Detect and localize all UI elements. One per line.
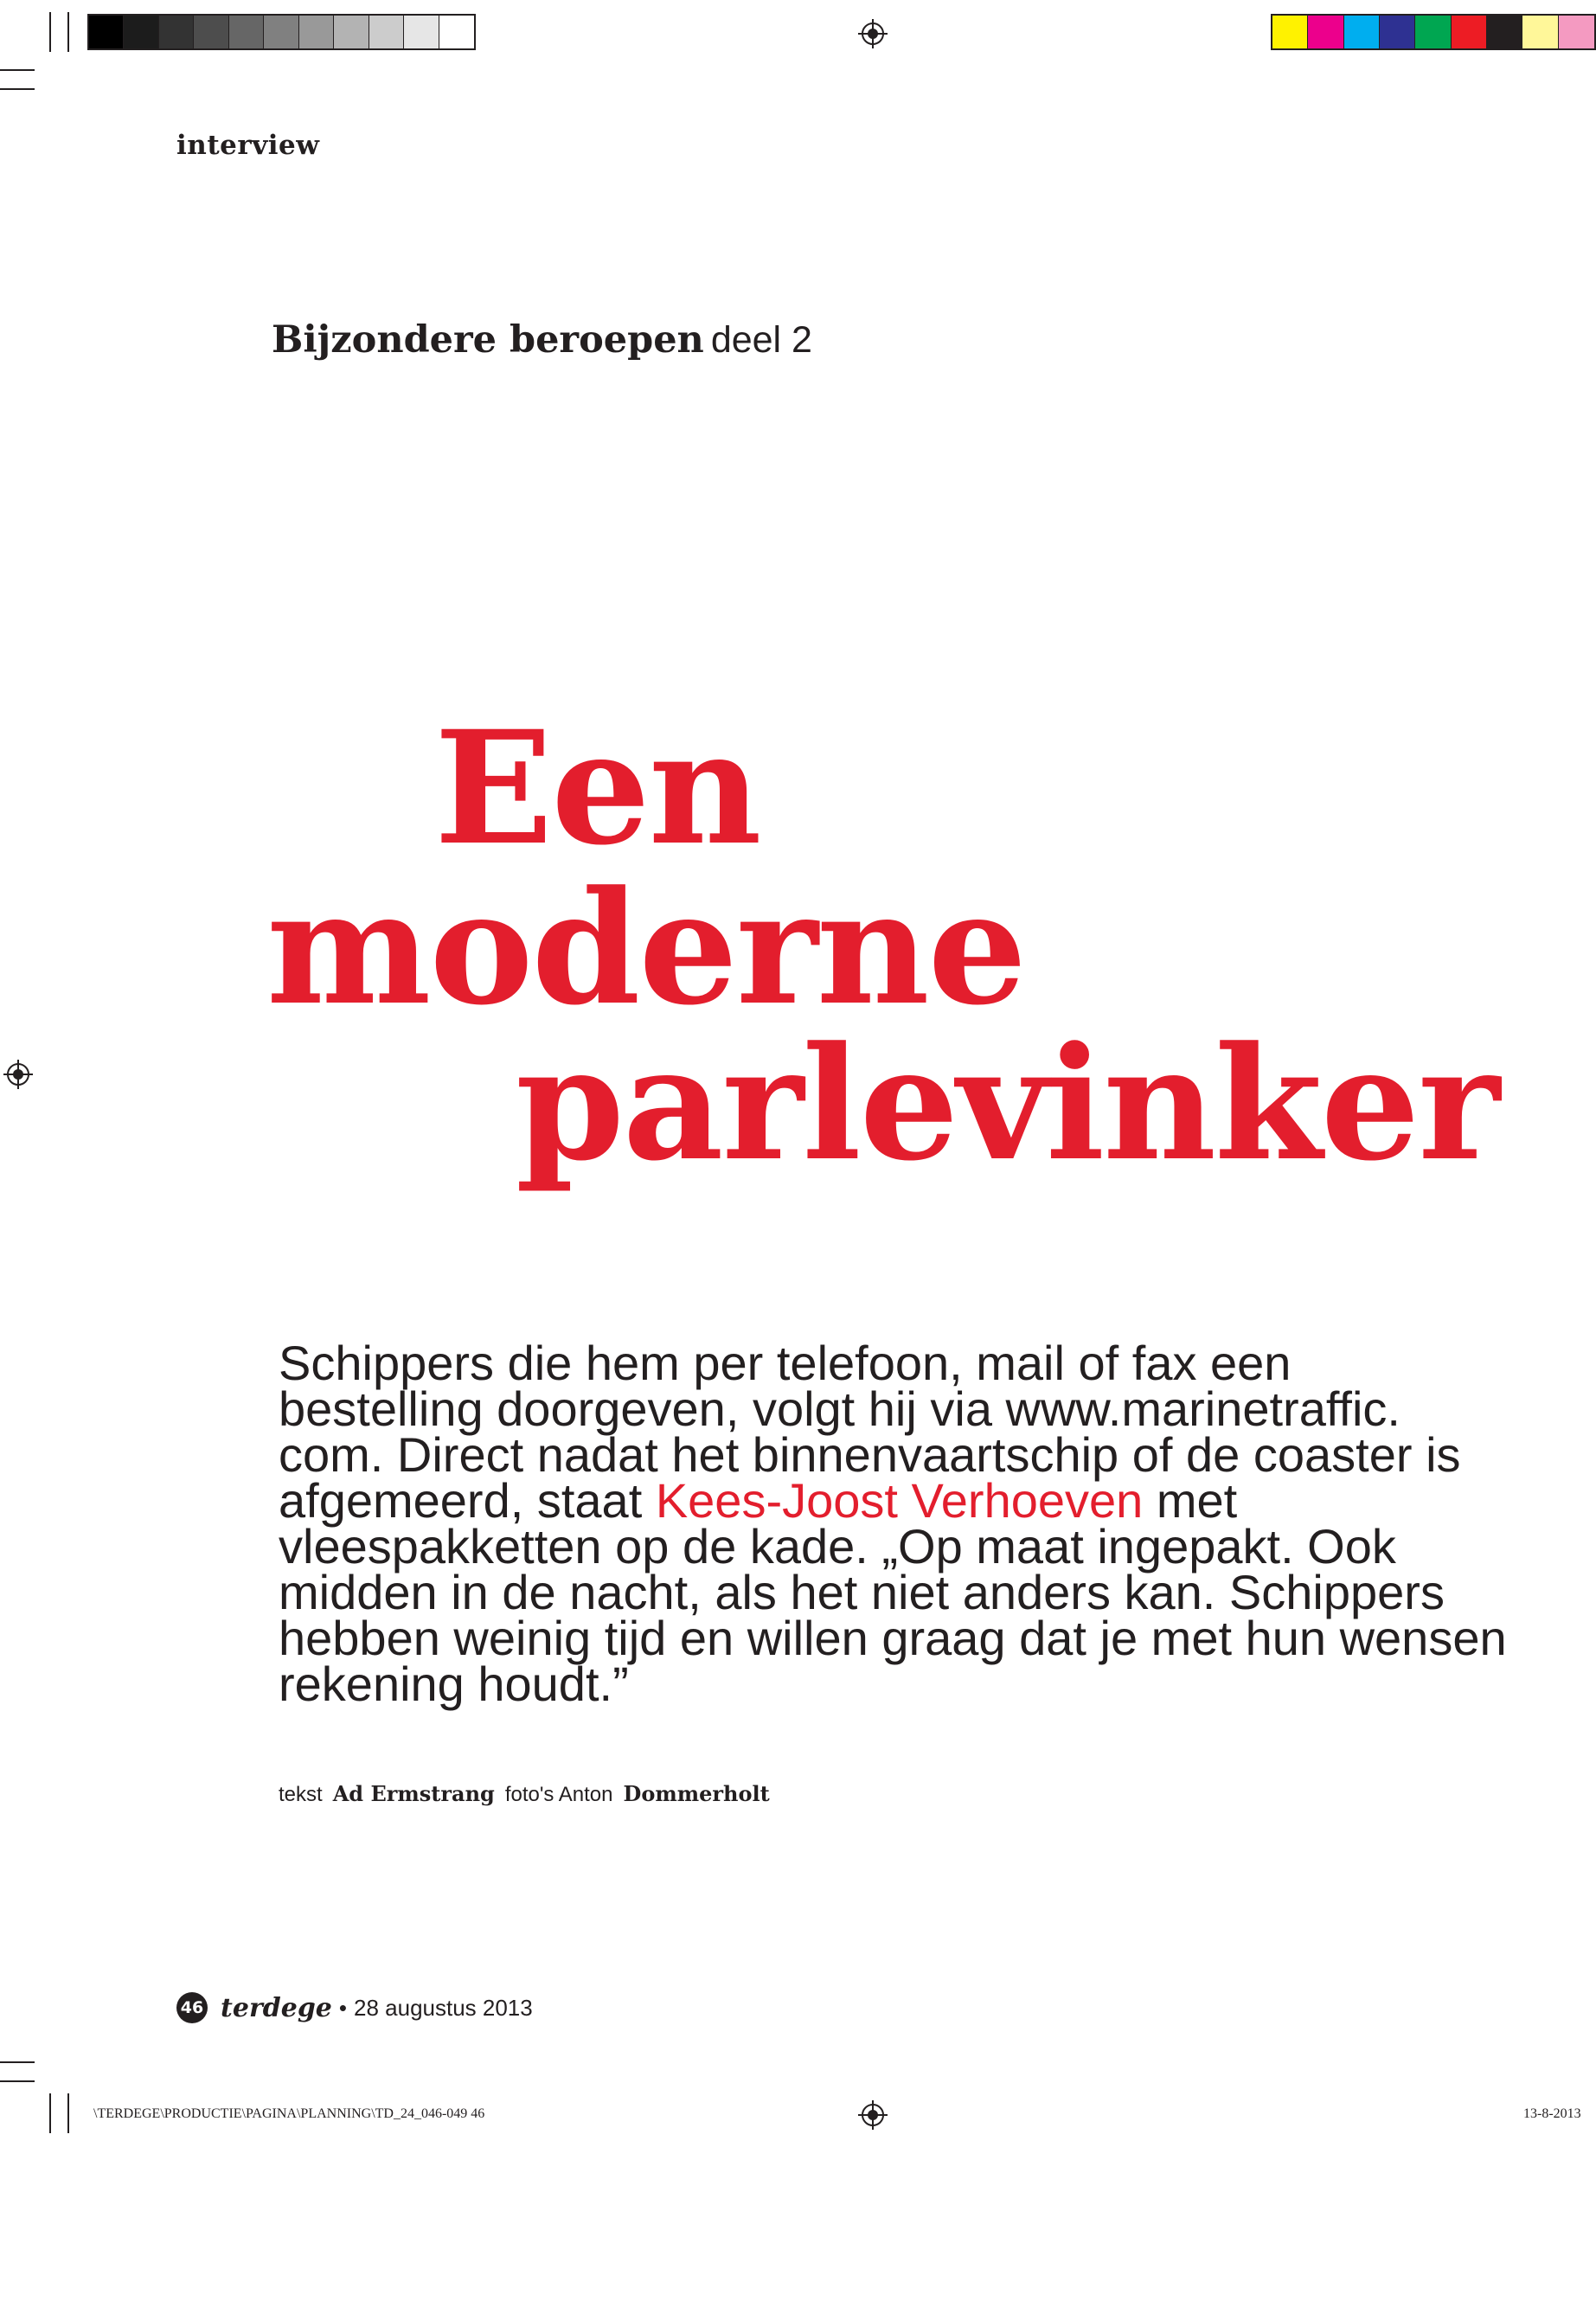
series-title xyxy=(272,318,812,362)
registration-mark-icon xyxy=(858,19,888,48)
crop-mark xyxy=(67,2093,69,2133)
intro-text-start: Schippers die hem per telefoon, mail of fax een bestelling doorgeven, volgt hij via www.marinetraffic. com. Direct nadat het binnenvaartschip of de coaster is afgemeerd, staat xyxy=(279,1336,1461,1528)
color-swatch xyxy=(1344,16,1380,48)
color-swatch xyxy=(1487,16,1522,48)
crop-mark xyxy=(0,69,35,71)
color-swatch xyxy=(1272,16,1308,48)
author-name: Ad Ermstrang xyxy=(332,1781,495,1806)
intro-paragraph xyxy=(279,1336,1507,1711)
registration-mark-icon xyxy=(858,2100,888,2130)
grayscale-color-bar xyxy=(87,14,476,50)
color-swatch xyxy=(404,16,439,48)
color-swatch xyxy=(334,16,369,48)
photographer-name: Dommerholt xyxy=(623,1781,770,1806)
crop-mark xyxy=(0,2061,35,2063)
subject-name: Kees-Joost Verhoeven xyxy=(655,1473,1144,1528)
headline-line-2: moderne xyxy=(266,857,1026,1040)
color-swatch xyxy=(1522,16,1558,48)
color-swatch xyxy=(299,16,334,48)
text-credit-label: tekst xyxy=(279,1783,323,1806)
color-swatch xyxy=(1559,16,1594,48)
section-label: interview xyxy=(176,130,320,161)
process-color-bar xyxy=(1271,14,1596,50)
photo-credit-label: foto's Anton xyxy=(504,1783,613,1806)
magazine-logo: terdege xyxy=(221,1992,332,2023)
headline-line-1: Een xyxy=(434,697,760,880)
byline xyxy=(279,1781,780,1807)
footer-bullet: • xyxy=(338,1994,347,2021)
color-swatch xyxy=(1415,16,1451,48)
color-swatch xyxy=(159,16,194,48)
crop-mark xyxy=(0,88,35,90)
crop-mark xyxy=(67,12,69,52)
color-swatch xyxy=(1308,16,1343,48)
page-footer xyxy=(176,1992,533,2023)
color-swatch xyxy=(89,16,124,48)
crop-mark xyxy=(49,2093,51,2133)
series-part: deel 2 xyxy=(710,319,812,361)
color-swatch xyxy=(194,16,228,48)
headline-line-3: parlevinker xyxy=(516,1013,1499,1195)
crop-mark xyxy=(0,2080,35,2082)
color-swatch xyxy=(439,16,474,48)
issue-date: 28 augustus 2013 xyxy=(354,1994,533,2021)
slug-path: \TERDEGE\PRODUCTIE\PAGINA\PLANNING\TD_24_046-049 46 xyxy=(93,2106,485,2121)
color-swatch xyxy=(369,16,404,48)
color-swatch xyxy=(229,16,264,48)
slug-date: 13-8-2013 xyxy=(1523,2106,1581,2121)
color-swatch xyxy=(1380,16,1415,48)
registration-mark-icon xyxy=(3,1060,33,1089)
page-number: 46 xyxy=(176,1992,208,2023)
intro-text-end: met vleespakketten op de kade. „Op maat ingepakt. Ook midden in de nacht, als het niet anders kan. Schippers hebben weinig tijd en willen graag dat je met hun wensen rekening houdt.” xyxy=(279,1473,1507,1711)
color-swatch xyxy=(1452,16,1487,48)
series-name: Bijzondere beroepen xyxy=(272,318,704,362)
color-swatch xyxy=(124,16,158,48)
crop-mark xyxy=(49,12,51,52)
color-swatch xyxy=(264,16,298,48)
